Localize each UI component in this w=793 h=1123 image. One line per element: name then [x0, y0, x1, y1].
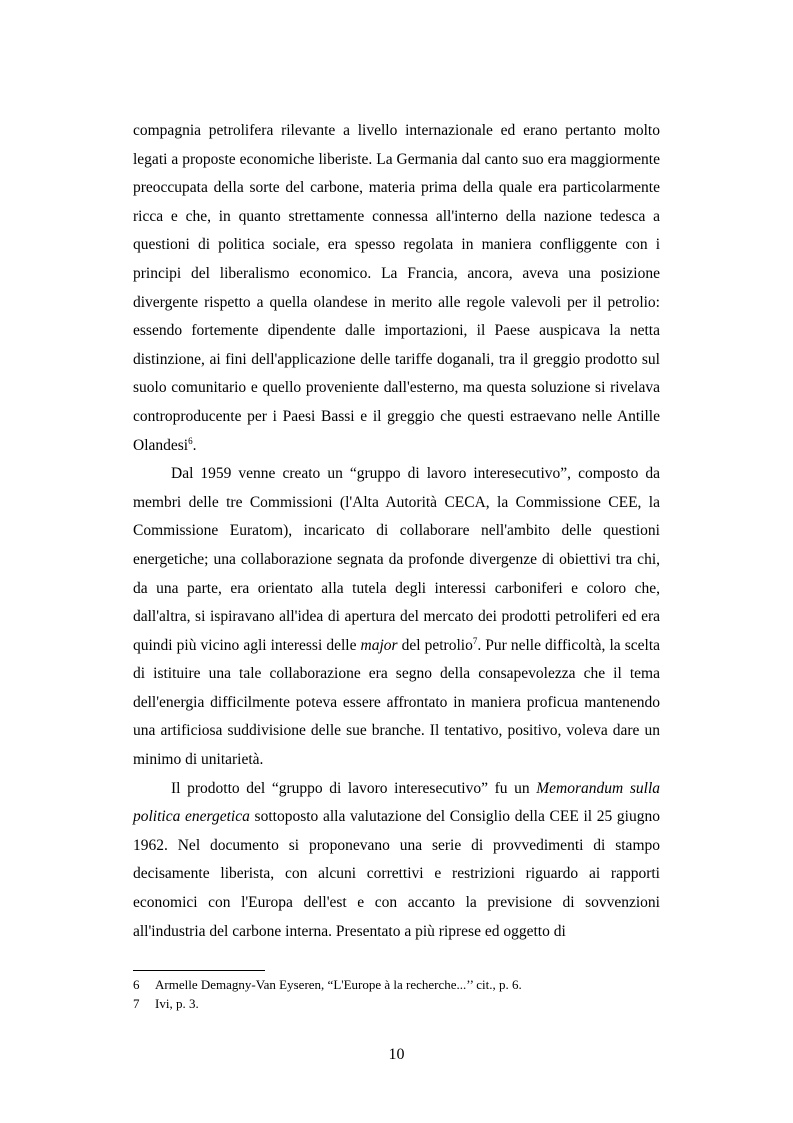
- text-run: . Pur nelle difficoltà, la scelta di istituire una tale collaborazione era segno della consapevolezza che il tema dell'energia difficilmente poteva essere affrontato in maniera proficua mantenendo una artificiosa suddivisione delle sue branche. Il tentativo, positivo, voleva dare un minimo di unitarietà.: [133, 636, 661, 769]
- body-text: [133, 117, 660, 946]
- italic-text: Memorandum sulla politica energetica: [133, 779, 660, 826]
- text-run: compagnia petrolifera rilevante a livello internazionale ed erano pertanto molto legati a proposte economiche liberiste. La Germania dal canto suo era maggiormente preoccupata della sorte del carbone, materia prima della quale era particolarmente ricca e che, in quanto strettamente connessa all'interno della nazione tedesca a questioni di politica sociale, era spesso regolata in maniera confliggente con i principi del liberalismo economico. La Francia, ancora, aveva una posizione divergente rispetto a quella olandese in merito alle regole valevoli per il petrolio: essendo fortemente dipendente dalle importazioni, il Paese auspicava la netta distinzione, ai fini dell'applicazione delle tariffe doganali, tra il greggio prodotto sul suolo comunitario e quello proveniente dall'esterno, ma questa soluzione si rivelava controproducente per i Paesi Bassi e il greggio che questi estraevano nelle Antille Olandesi: [133, 122, 660, 454]
- paragraph-2: [133, 460, 660, 775]
- footnote-6: [133, 975, 660, 994]
- footnote-number: 6: [133, 977, 140, 992]
- footnote-separator: [133, 970, 265, 971]
- footnote-7: [133, 994, 660, 1013]
- footnote-ref: 6: [188, 435, 193, 446]
- paragraph-3: [133, 775, 660, 947]
- text-run: sottoposto alla valutazione del Consiglio della CEE il 25 giugno 1962. Nel documento si proponevano una serie di provvedimenti di stampo decisamente liberista, con alcuni correttivi e restrizioni riguardo ai rapporti economici con l'Europa dell'est e con accanto la previsione di sovvenzioni all'industria del carbone interna. Presentato a più riprese ed oggetto di: [133, 808, 660, 940]
- text-run: Il prodotto del “gruppo di lavoro interesecutivo” fu un: [171, 779, 537, 797]
- text-run: Dal 1959 venne creato un “gruppo di lavoro interesecutivo”, composto da membri delle tre Commissioni (l'Alta Autorità CECA, la Commissione CEE, la Commissione Euratom), incaricato di collaborare nell'ambito delle questioni energetiche; una collaborazione segnata da profonde divergenze di obiettivi tra chi, da una parte, era orientato alla tutela degli interessi carboniferi e coloro che, dall'altra, si ispiravano all'idea di apertura del mercato dei prodotti petroliferi ed era quindi più vicino agli interessi delle: [133, 465, 660, 654]
- footnote-ref: 7: [472, 635, 478, 646]
- page-number: 10: [388, 1046, 405, 1063]
- italic-text: major: [360, 636, 398, 654]
- footnote-text: Ivi, p. 3.: [155, 996, 199, 1011]
- paragraph-1: [133, 117, 660, 460]
- footnote-text: Armelle Demagny-Van Eyseren, “L'Europe à la recherche...’’ cit., p. 6.: [155, 977, 522, 992]
- text-run: .: [192, 436, 197, 454]
- footnotes: [133, 975, 660, 1013]
- text-run: del petrolio: [397, 636, 473, 654]
- footnote-number: 7: [133, 996, 140, 1011]
